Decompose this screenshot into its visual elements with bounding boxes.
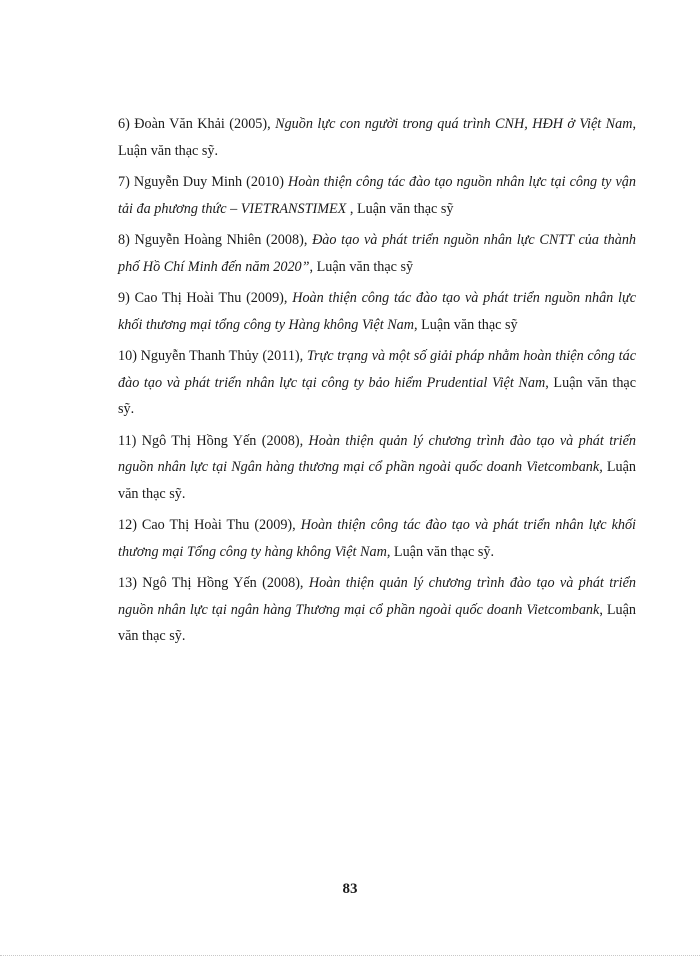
reference-type: , Luận văn thạc sỹ xyxy=(346,200,454,217)
reference-author: 6) Đoàn Văn Khải (2005), xyxy=(118,116,276,132)
reference-item-13 xyxy=(118,570,636,650)
reference-title: Đào tạo và phát triển nguồn nhân lực CNTT của thành phố Hồ Chí Minh đến năm 2020” xyxy=(118,232,637,275)
reference-item-12 xyxy=(118,512,636,565)
reference-author: 8) Nguyễn Hoàng Nhiên (2008), xyxy=(118,232,313,248)
reference-title: Hoàn thiện công tác đào tạo nguồn nhân lực tại công ty vận tải đa phương thức – VIETRANSTIMEX xyxy=(118,174,636,217)
reference-title: Hoàn thiện công tác đào tạo và phát triển nhân lực khối thương mại Tổng công ty hàng không Việt Nam, xyxy=(118,517,636,560)
reference-author: 13) Ngô Thị Hồng Yến (2008), xyxy=(118,575,309,591)
reference-item-7 xyxy=(118,169,636,222)
reference-item-8 xyxy=(118,227,636,280)
reference-item-9 xyxy=(118,285,636,338)
reference-title: Trực trạng và một số giải pháp nhằm hoàn thiện công tác đào tạo và phát triển nhân lực tại công ty bảo hiểm Prudential Việt Nam xyxy=(118,348,636,391)
reference-title: Hoàn thiện công tác đào tạo và phát triển nguồn nhân lực khối thương mại tổng công ty Hàng không Việt Nam xyxy=(118,290,636,333)
page-boundary-divider xyxy=(0,955,700,956)
reference-author: 7) Nguyễn Duy Minh (2010) xyxy=(118,174,289,190)
reference-type: , Luận văn thạc sỹ xyxy=(309,258,414,275)
reference-title: Hoàn thiện quản lý chương trình đào tạo và phát triển nguồn nhân lực tại ngân hàng Thương mại cổ phần ngoài quốc doanh Vietcombank xyxy=(118,575,636,618)
reference-item-10 xyxy=(118,343,636,423)
reference-list xyxy=(118,111,636,655)
reference-author: 12) Cao Thị Hoài Thu (2009), xyxy=(118,517,301,533)
page-number: 83 xyxy=(342,881,358,897)
reference-type: , Luận văn thạc sỹ. xyxy=(118,116,636,159)
reference-item-11 xyxy=(118,428,636,508)
reference-title: Nguồn lực con người trong quá trình CNH, HĐH ở Việt Nam xyxy=(275,116,633,132)
reference-title: Hoàn thiện quản lý chương trình đào tạo và phát triển nguồn nhân lực tại Ngân hàng thương mại cổ phần ngoài quốc doanh Vietcombank, xyxy=(118,432,637,475)
reference-type: , Luận văn thạc sỹ xyxy=(414,316,518,333)
reference-type: , Luận văn thạc sỹ. xyxy=(118,374,637,417)
reference-author: 9) Cao Thị Hoài Thu (2009), xyxy=(118,290,293,306)
reference-item-6 xyxy=(118,111,636,164)
reference-type: , Luận văn thạc sỹ. xyxy=(118,601,636,644)
reference-type: Luận văn thạc sỹ. xyxy=(390,543,494,560)
reference-author: 10) Nguyễn Thanh Thủy (2011), xyxy=(118,348,307,364)
reference-type: Luận văn thạc sỹ. xyxy=(118,459,637,502)
reference-author: 11) Ngô Thị Hồng Yến (2008), xyxy=(118,432,309,449)
